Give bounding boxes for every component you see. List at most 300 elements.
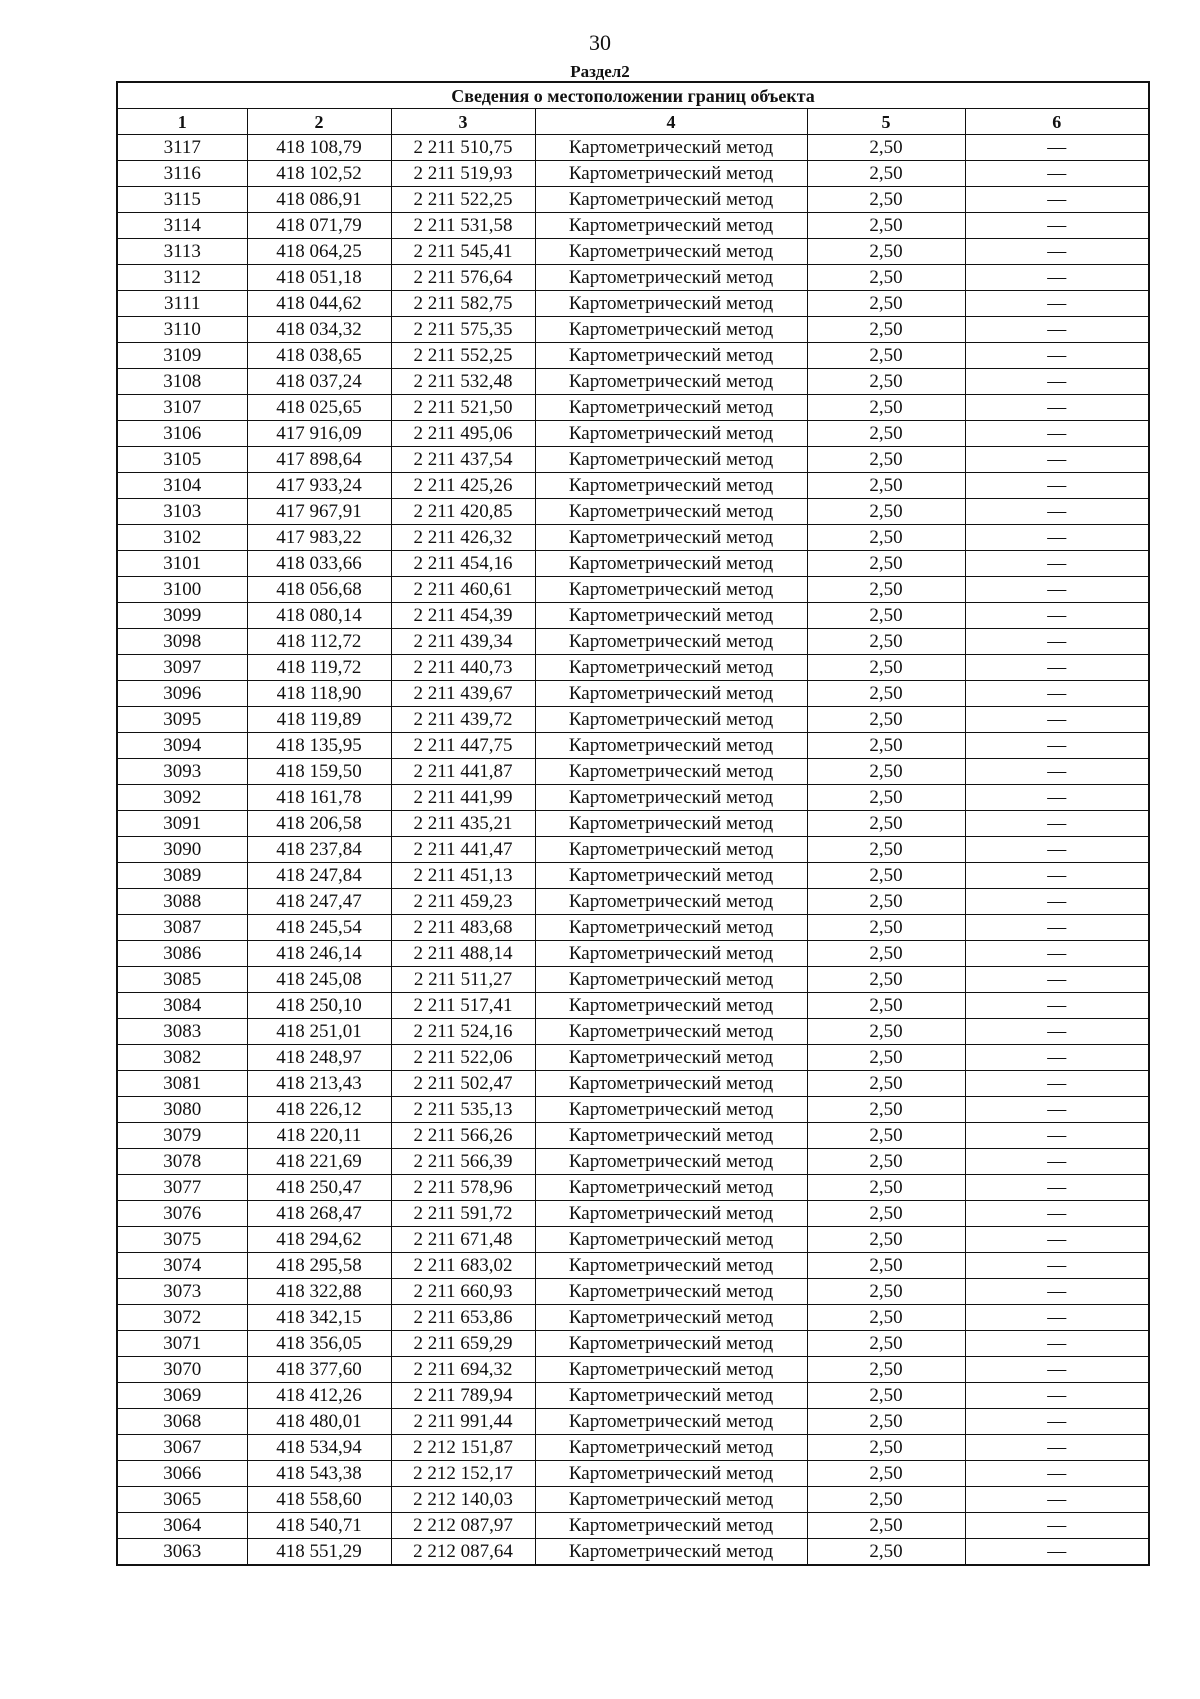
point-number-cell: 3117 xyxy=(117,135,247,161)
y-coordinate-cell: 2 211 517,41 xyxy=(391,993,535,1019)
method-cell: Картометрический метод xyxy=(535,785,807,811)
y-coordinate-cell: 2 211 502,47 xyxy=(391,1071,535,1097)
table-row xyxy=(117,1201,1149,1227)
y-coordinate-cell: 2 211 519,93 xyxy=(391,161,535,187)
point-number-cell: 3083 xyxy=(117,1019,247,1045)
y-coordinate-cell: 2 211 522,25 xyxy=(391,187,535,213)
x-coordinate-cell: 418 206,58 xyxy=(247,811,391,837)
accuracy-cell: 2,50 xyxy=(807,785,965,811)
accuracy-cell: 2,50 xyxy=(807,1435,965,1461)
table-row xyxy=(117,265,1149,291)
point-number-cell: 3099 xyxy=(117,603,247,629)
point-number-cell: 3109 xyxy=(117,343,247,369)
point-number-cell: 3095 xyxy=(117,707,247,733)
point-number-cell: 3102 xyxy=(117,525,247,551)
x-coordinate-cell: 418 159,50 xyxy=(247,759,391,785)
method-cell: Картометрический метод xyxy=(535,1487,807,1513)
method-cell: Картометрический метод xyxy=(535,395,807,421)
method-cell: Картометрический метод xyxy=(535,447,807,473)
x-coordinate-cell: 418 294,62 xyxy=(247,1227,391,1253)
column-header: 2 xyxy=(247,109,391,135)
x-coordinate-cell: 418 108,79 xyxy=(247,135,391,161)
method-cell: Картометрический метод xyxy=(535,1097,807,1123)
accuracy-cell: 2,50 xyxy=(807,603,965,629)
point-number-cell: 3108 xyxy=(117,369,247,395)
y-coordinate-cell: 2 212 152,17 xyxy=(391,1461,535,1487)
accuracy-cell: 2,50 xyxy=(807,1461,965,1487)
boundary-table xyxy=(116,81,1150,1566)
note-cell: — xyxy=(965,1383,1149,1409)
y-coordinate-cell: 2 211 653,86 xyxy=(391,1305,535,1331)
x-coordinate-cell: 418 034,32 xyxy=(247,317,391,343)
x-coordinate-cell: 418 251,01 xyxy=(247,1019,391,1045)
note-cell: — xyxy=(965,499,1149,525)
point-number-cell: 3085 xyxy=(117,967,247,993)
point-number-cell: 3114 xyxy=(117,213,247,239)
y-coordinate-cell: 2 211 694,32 xyxy=(391,1357,535,1383)
x-coordinate-cell: 418 342,15 xyxy=(247,1305,391,1331)
note-cell: — xyxy=(965,1097,1149,1123)
section-title: Раздел2 xyxy=(570,62,630,81)
accuracy-cell: 2,50 xyxy=(807,1201,965,1227)
table-row xyxy=(117,421,1149,447)
method-cell: Картометрический метод xyxy=(535,1461,807,1487)
y-coordinate-cell: 2 211 535,13 xyxy=(391,1097,535,1123)
accuracy-cell: 2,50 xyxy=(807,1253,965,1279)
x-coordinate-cell: 418 221,69 xyxy=(247,1149,391,1175)
note-cell: — xyxy=(965,187,1149,213)
point-number-cell: 3086 xyxy=(117,941,247,967)
note-cell: — xyxy=(965,1175,1149,1201)
note-cell: — xyxy=(965,629,1149,655)
table-row xyxy=(117,525,1149,551)
column-header: 5 xyxy=(807,109,965,135)
column-header: 1 xyxy=(117,109,247,135)
method-cell: Картометрический метод xyxy=(535,239,807,265)
x-coordinate-cell: 418 135,95 xyxy=(247,733,391,759)
point-number-cell: 3072 xyxy=(117,1305,247,1331)
table-row xyxy=(117,655,1149,681)
note-cell: — xyxy=(965,1435,1149,1461)
point-number-cell: 3103 xyxy=(117,499,247,525)
x-coordinate-cell: 418 540,71 xyxy=(247,1513,391,1539)
point-number-cell: 3089 xyxy=(117,863,247,889)
table-row xyxy=(117,1487,1149,1513)
method-cell: Картометрический метод xyxy=(535,135,807,161)
x-coordinate-cell: 418 543,38 xyxy=(247,1461,391,1487)
method-cell: Картометрический метод xyxy=(535,837,807,863)
method-cell: Картометрический метод xyxy=(535,655,807,681)
note-cell: — xyxy=(965,785,1149,811)
point-number-cell: 3110 xyxy=(117,317,247,343)
y-coordinate-cell: 2 211 510,75 xyxy=(391,135,535,161)
table-row xyxy=(117,577,1149,603)
method-cell: Картометрический метод xyxy=(535,1123,807,1149)
method-cell: Картометрический метод xyxy=(535,187,807,213)
accuracy-cell: 2,50 xyxy=(807,629,965,655)
method-cell: Картометрический метод xyxy=(535,369,807,395)
accuracy-cell: 2,50 xyxy=(807,551,965,577)
method-cell: Картометрический метод xyxy=(535,915,807,941)
note-cell: — xyxy=(965,135,1149,161)
point-number-cell: 3107 xyxy=(117,395,247,421)
y-coordinate-cell: 2 211 439,34 xyxy=(391,629,535,655)
x-coordinate-cell: 418 377,60 xyxy=(247,1357,391,1383)
note-cell: — xyxy=(965,863,1149,889)
table-row xyxy=(117,499,1149,525)
x-coordinate-cell: 418 037,24 xyxy=(247,369,391,395)
method-cell: Картометрический метод xyxy=(535,733,807,759)
accuracy-cell: 2,50 xyxy=(807,1123,965,1149)
x-coordinate-cell: 418 112,72 xyxy=(247,629,391,655)
y-coordinate-cell: 2 211 439,67 xyxy=(391,681,535,707)
table-row xyxy=(117,1097,1149,1123)
note-cell: — xyxy=(965,733,1149,759)
point-number-cell: 3081 xyxy=(117,1071,247,1097)
accuracy-cell: 2,50 xyxy=(807,525,965,551)
point-number-cell: 3075 xyxy=(117,1227,247,1253)
accuracy-cell: 2,50 xyxy=(807,837,965,863)
accuracy-cell: 2,50 xyxy=(807,1227,965,1253)
method-cell: Картометрический метод xyxy=(535,1305,807,1331)
note-cell: — xyxy=(965,161,1149,187)
point-number-cell: 3064 xyxy=(117,1513,247,1539)
point-number-cell: 3084 xyxy=(117,993,247,1019)
x-coordinate-cell: 418 025,65 xyxy=(247,395,391,421)
method-cell: Картометрический метод xyxy=(535,629,807,655)
table-row xyxy=(117,1513,1149,1539)
accuracy-cell: 2,50 xyxy=(807,265,965,291)
y-coordinate-cell: 2 211 591,72 xyxy=(391,1201,535,1227)
accuracy-cell: 2,50 xyxy=(807,1279,965,1305)
table-row xyxy=(117,1357,1149,1383)
x-coordinate-cell: 418 220,11 xyxy=(247,1123,391,1149)
accuracy-cell: 2,50 xyxy=(807,577,965,603)
method-cell: Картометрический метод xyxy=(535,551,807,577)
accuracy-cell: 2,50 xyxy=(807,1357,965,1383)
x-coordinate-cell: 418 051,18 xyxy=(247,265,391,291)
x-coordinate-cell: 418 322,88 xyxy=(247,1279,391,1305)
x-coordinate-cell: 417 898,64 xyxy=(247,447,391,473)
x-coordinate-cell: 418 247,47 xyxy=(247,889,391,915)
note-cell: — xyxy=(965,577,1149,603)
accuracy-cell: 2,50 xyxy=(807,135,965,161)
x-coordinate-cell: 418 245,54 xyxy=(247,915,391,941)
y-coordinate-cell: 2 212 151,87 xyxy=(391,1435,535,1461)
table-row xyxy=(117,1539,1149,1566)
point-number-cell: 3065 xyxy=(117,1487,247,1513)
method-cell: Картометрический метод xyxy=(535,1435,807,1461)
y-coordinate-cell: 2 211 488,14 xyxy=(391,941,535,967)
method-cell: Картометрический метод xyxy=(535,343,807,369)
accuracy-cell: 2,50 xyxy=(807,161,965,187)
x-coordinate-cell: 418 237,84 xyxy=(247,837,391,863)
y-coordinate-cell: 2 211 531,58 xyxy=(391,213,535,239)
point-number-cell: 3096 xyxy=(117,681,247,707)
y-coordinate-cell: 2 212 087,97 xyxy=(391,1513,535,1539)
y-coordinate-cell: 2 211 511,27 xyxy=(391,967,535,993)
method-cell: Картометрический метод xyxy=(535,1227,807,1253)
table-row xyxy=(117,1227,1149,1253)
method-cell: Картометрический метод xyxy=(535,1331,807,1357)
point-number-cell: 3071 xyxy=(117,1331,247,1357)
note-cell: — xyxy=(965,1071,1149,1097)
note-cell: — xyxy=(965,317,1149,343)
point-number-cell: 3115 xyxy=(117,187,247,213)
table-row xyxy=(117,161,1149,187)
x-coordinate-cell: 418 250,47 xyxy=(247,1175,391,1201)
x-coordinate-cell: 417 933,24 xyxy=(247,473,391,499)
y-coordinate-cell: 2 211 454,16 xyxy=(391,551,535,577)
table-row xyxy=(117,889,1149,915)
x-coordinate-cell: 418 056,68 xyxy=(247,577,391,603)
point-number-cell: 3068 xyxy=(117,1409,247,1435)
point-number-cell: 3088 xyxy=(117,889,247,915)
method-cell: Картометрический метод xyxy=(535,1175,807,1201)
point-number-cell: 3113 xyxy=(117,239,247,265)
accuracy-cell: 2,50 xyxy=(807,1539,965,1566)
table-row xyxy=(117,187,1149,213)
note-cell: — xyxy=(965,889,1149,915)
note-cell: — xyxy=(965,1461,1149,1487)
table-row xyxy=(117,213,1149,239)
x-coordinate-cell: 418 356,05 xyxy=(247,1331,391,1357)
note-cell: — xyxy=(965,343,1149,369)
table-row xyxy=(117,629,1149,655)
point-number-cell: 3116 xyxy=(117,161,247,187)
note-cell: — xyxy=(965,707,1149,733)
y-coordinate-cell: 2 211 575,35 xyxy=(391,317,535,343)
note-cell: — xyxy=(965,941,1149,967)
point-number-cell: 3082 xyxy=(117,1045,247,1071)
y-coordinate-cell: 2 211 991,44 xyxy=(391,1409,535,1435)
note-cell: — xyxy=(965,1019,1149,1045)
accuracy-cell: 2,50 xyxy=(807,395,965,421)
x-coordinate-cell: 418 119,72 xyxy=(247,655,391,681)
method-cell: Картометрический метод xyxy=(535,317,807,343)
accuracy-cell: 2,50 xyxy=(807,915,965,941)
point-number-cell: 3069 xyxy=(117,1383,247,1409)
method-cell: Картометрический метод xyxy=(535,759,807,785)
x-coordinate-cell: 418 044,62 xyxy=(247,291,391,317)
y-coordinate-cell: 2 211 576,64 xyxy=(391,265,535,291)
point-number-cell: 3074 xyxy=(117,1253,247,1279)
point-number-cell: 3093 xyxy=(117,759,247,785)
note-cell: — xyxy=(965,1305,1149,1331)
y-coordinate-cell: 2 211 659,29 xyxy=(391,1331,535,1357)
table-row xyxy=(117,239,1149,265)
accuracy-cell: 2,50 xyxy=(807,343,965,369)
accuracy-cell: 2,50 xyxy=(807,1045,965,1071)
y-coordinate-cell: 2 211 420,85 xyxy=(391,499,535,525)
point-number-cell: 3104 xyxy=(117,473,247,499)
point-number-cell: 3094 xyxy=(117,733,247,759)
note-cell: — xyxy=(965,1409,1149,1435)
x-coordinate-cell: 417 967,91 xyxy=(247,499,391,525)
x-coordinate-cell: 418 119,89 xyxy=(247,707,391,733)
method-cell: Картометрический метод xyxy=(535,993,807,1019)
note-cell: — xyxy=(965,369,1149,395)
header-row xyxy=(117,109,1149,135)
note-cell: — xyxy=(965,967,1149,993)
note-cell: — xyxy=(965,473,1149,499)
note-cell: — xyxy=(965,265,1149,291)
x-coordinate-cell: 418 480,01 xyxy=(247,1409,391,1435)
x-coordinate-cell: 418 534,94 xyxy=(247,1435,391,1461)
method-cell: Картометрический метод xyxy=(535,1513,807,1539)
table-row xyxy=(117,967,1149,993)
note-cell: — xyxy=(965,993,1149,1019)
accuracy-cell: 2,50 xyxy=(807,317,965,343)
accuracy-cell: 2,50 xyxy=(807,707,965,733)
y-coordinate-cell: 2 211 495,06 xyxy=(391,421,535,447)
table-row xyxy=(117,1383,1149,1409)
y-coordinate-cell: 2 211 441,47 xyxy=(391,837,535,863)
y-coordinate-cell: 2 211 439,72 xyxy=(391,707,535,733)
x-coordinate-cell: 418 250,10 xyxy=(247,993,391,1019)
accuracy-cell: 2,50 xyxy=(807,889,965,915)
page-number: 30 xyxy=(589,30,611,55)
y-coordinate-cell: 2 211 521,50 xyxy=(391,395,535,421)
x-coordinate-cell: 418 071,79 xyxy=(247,213,391,239)
y-coordinate-cell: 2 211 426,32 xyxy=(391,525,535,551)
x-coordinate-cell: 417 983,22 xyxy=(247,525,391,551)
y-coordinate-cell: 2 211 566,26 xyxy=(391,1123,535,1149)
y-coordinate-cell: 2 211 578,96 xyxy=(391,1175,535,1201)
accuracy-cell: 2,50 xyxy=(807,213,965,239)
accuracy-cell: 2,50 xyxy=(807,187,965,213)
point-number-cell: 3106 xyxy=(117,421,247,447)
accuracy-cell: 2,50 xyxy=(807,1019,965,1045)
point-number-cell: 3063 xyxy=(117,1539,247,1566)
method-cell: Картометрический метод xyxy=(535,1149,807,1175)
table-row xyxy=(117,941,1149,967)
y-coordinate-cell: 2 211 671,48 xyxy=(391,1227,535,1253)
table-row xyxy=(117,395,1149,421)
x-coordinate-cell: 418 038,65 xyxy=(247,343,391,369)
note-cell: — xyxy=(965,915,1149,941)
point-number-cell: 3076 xyxy=(117,1201,247,1227)
method-cell: Картометрический метод xyxy=(535,1253,807,1279)
accuracy-cell: 2,50 xyxy=(807,1383,965,1409)
x-coordinate-cell: 418 033,66 xyxy=(247,551,391,577)
method-cell: Картометрический метод xyxy=(535,577,807,603)
table-row xyxy=(117,551,1149,577)
method-cell: Картометрический метод xyxy=(535,1409,807,1435)
table-row xyxy=(117,993,1149,1019)
column-header: 3 xyxy=(391,109,535,135)
table-row xyxy=(117,369,1149,395)
y-coordinate-cell: 2 211 552,25 xyxy=(391,343,535,369)
table-row xyxy=(117,733,1149,759)
y-coordinate-cell: 2 211 425,26 xyxy=(391,473,535,499)
point-number-cell: 3077 xyxy=(117,1175,247,1201)
y-coordinate-cell: 2 211 454,39 xyxy=(391,603,535,629)
method-cell: Картометрический метод xyxy=(535,1071,807,1097)
x-coordinate-cell: 418 412,26 xyxy=(247,1383,391,1409)
accuracy-cell: 2,50 xyxy=(807,239,965,265)
table-row xyxy=(117,447,1149,473)
table-row xyxy=(117,1149,1149,1175)
method-cell: Картометрический метод xyxy=(535,265,807,291)
x-coordinate-cell: 418 295,58 xyxy=(247,1253,391,1279)
method-cell: Картометрический метод xyxy=(535,1019,807,1045)
y-coordinate-cell: 2 211 524,16 xyxy=(391,1019,535,1045)
table-row xyxy=(117,135,1149,161)
y-coordinate-cell: 2 211 440,73 xyxy=(391,655,535,681)
x-coordinate-cell: 418 064,25 xyxy=(247,239,391,265)
method-cell: Картометрический метод xyxy=(535,1279,807,1305)
point-number-cell: 3097 xyxy=(117,655,247,681)
accuracy-cell: 2,50 xyxy=(807,1331,965,1357)
table-row xyxy=(117,915,1149,941)
table-row xyxy=(117,603,1149,629)
table-row xyxy=(117,343,1149,369)
accuracy-cell: 2,50 xyxy=(807,681,965,707)
y-coordinate-cell: 2 211 483,68 xyxy=(391,915,535,941)
note-cell: — xyxy=(965,1201,1149,1227)
table-row xyxy=(117,1123,1149,1149)
y-coordinate-cell: 2 212 087,64 xyxy=(391,1539,535,1566)
accuracy-cell: 2,50 xyxy=(807,1071,965,1097)
method-cell: Картометрический метод xyxy=(535,1383,807,1409)
accuracy-cell: 2,50 xyxy=(807,499,965,525)
accuracy-cell: 2,50 xyxy=(807,447,965,473)
table-row xyxy=(117,1305,1149,1331)
y-coordinate-cell: 2 211 459,23 xyxy=(391,889,535,915)
note-cell: — xyxy=(965,1253,1149,1279)
method-cell: Картометрический метод xyxy=(535,473,807,499)
note-cell: — xyxy=(965,551,1149,577)
note-cell: — xyxy=(965,447,1149,473)
note-cell: — xyxy=(965,837,1149,863)
table-row xyxy=(117,1071,1149,1097)
point-number-cell: 3090 xyxy=(117,837,247,863)
note-cell: — xyxy=(965,1149,1149,1175)
x-coordinate-cell: 418 213,43 xyxy=(247,1071,391,1097)
point-number-cell: 3067 xyxy=(117,1435,247,1461)
point-number-cell: 3101 xyxy=(117,551,247,577)
method-cell: Картометрический метод xyxy=(535,291,807,317)
y-coordinate-cell: 2 211 437,54 xyxy=(391,447,535,473)
method-cell: Картометрический метод xyxy=(535,889,807,915)
y-coordinate-cell: 2 211 441,87 xyxy=(391,759,535,785)
x-coordinate-cell: 418 080,14 xyxy=(247,603,391,629)
note-cell: — xyxy=(965,421,1149,447)
accuracy-cell: 2,50 xyxy=(807,967,965,993)
y-coordinate-cell: 2 211 545,41 xyxy=(391,239,535,265)
table-row xyxy=(117,863,1149,889)
note-cell: — xyxy=(965,213,1149,239)
table-row xyxy=(117,1409,1149,1435)
point-number-cell: 3100 xyxy=(117,577,247,603)
accuracy-cell: 2,50 xyxy=(807,291,965,317)
y-coordinate-cell: 2 211 683,02 xyxy=(391,1253,535,1279)
note-cell: — xyxy=(965,239,1149,265)
point-number-cell: 3092 xyxy=(117,785,247,811)
accuracy-cell: 2,50 xyxy=(807,863,965,889)
method-cell: Картометрический метод xyxy=(535,707,807,733)
y-coordinate-cell: 2 211 435,21 xyxy=(391,811,535,837)
table-row xyxy=(117,473,1149,499)
accuracy-cell: 2,50 xyxy=(807,1305,965,1331)
x-coordinate-cell: 418 268,47 xyxy=(247,1201,391,1227)
x-coordinate-cell: 418 118,90 xyxy=(247,681,391,707)
y-coordinate-cell: 2 211 447,75 xyxy=(391,733,535,759)
table-row xyxy=(117,785,1149,811)
y-coordinate-cell: 2 212 140,03 xyxy=(391,1487,535,1513)
method-cell: Картометрический метод xyxy=(535,1539,807,1566)
